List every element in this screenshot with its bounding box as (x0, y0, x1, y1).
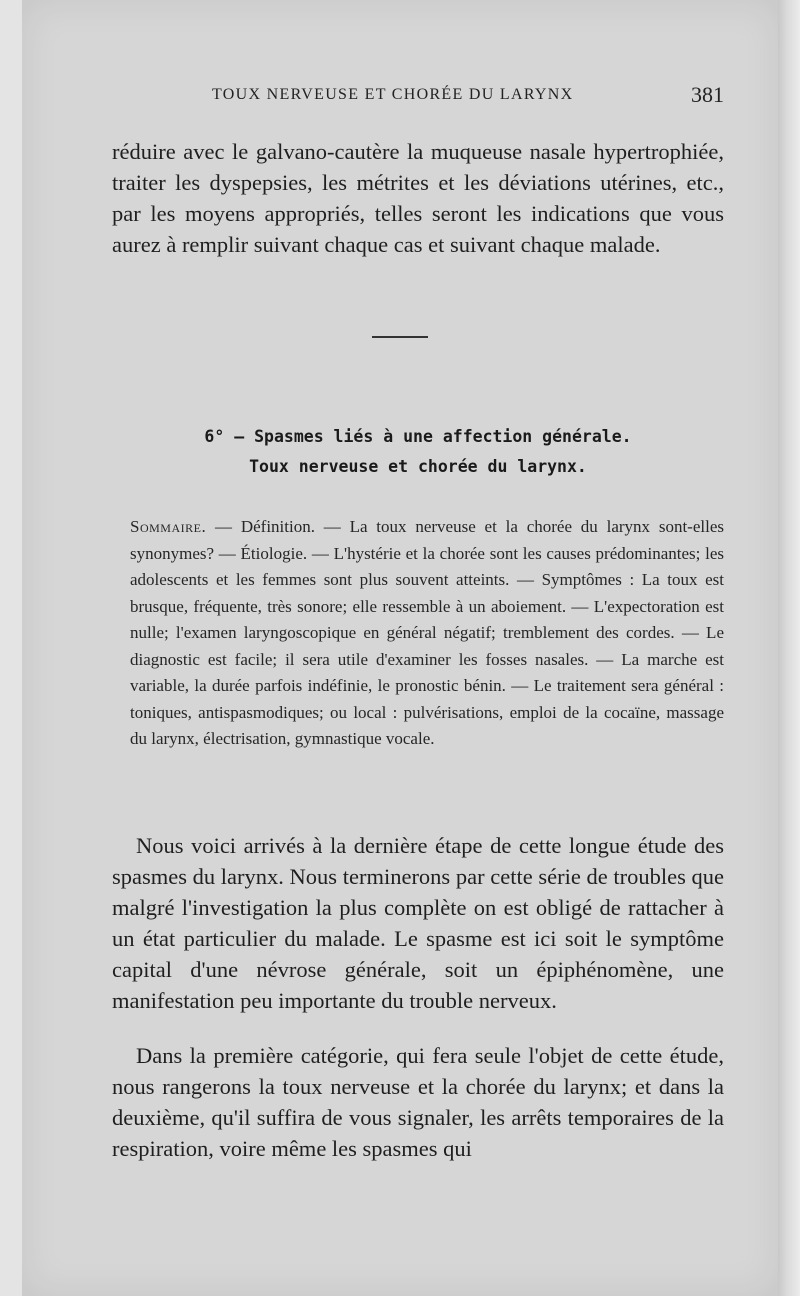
section-divider (372, 336, 428, 338)
paragraph-opening: réduire avec le galvano-cautère la muqueuse nasale hypertrophiée, traiter les dyspepsies, les métrites et les déviations utérines, etc., par les moyens appropriés, telles seront les indications que vous aurez à remplir suivant chaque cas et suivant chaque malade. (112, 139, 724, 257)
summary-label: Sommaire. (130, 517, 207, 536)
section-heading (112, 422, 724, 482)
page-number: 381 (691, 82, 724, 107)
running-header (112, 82, 724, 110)
summary-text: — Définition. — La toux nerveuse et la chorée du larynx sont-elles synonymes? — Étiologie. — L'hystérie et la chorée sont les causes prédominantes; les adolescents et les femmes sont plus souvent atteints. — Symptômes : La toux est brusque, fréquente, très sonore; elle ressemble à un aboiement. — L'expectoration est nulle; l'examen laryngoscopique en général négatif; tremblement des cordes. — Le diagnostic est facile; il sera utile d'examiner les fosses nasales. — La marche est variable, la durée parfois indéfinie, le pronostic bénin. — Le traitement sera général : toniques, antispasmodiques; ou local : pulvérisations, emploi de la cocaïne, massage du larynx, électrisation, gymnastique vocale. (130, 517, 724, 748)
paragraph-categories: Dans la première catégorie, qui fera seule l'objet de cette étude, nous rangerons la toux nerveuse et la chorée du larynx; et dans la deuxième, qu'il suffira de vous signaler, les arrêts temporaires de la respiration, voire même les spasmes qui (112, 1043, 724, 1161)
paragraph-intro: Nous voici arrivés à la dernière étape de cette longue étude des spasmes du larynx. Nous terminerons par cette série de troubles que malgré l'investigation la plus complète on est obligé de rattacher à un état particulier du malade. Le spasme est ici soit le symptôme capital d'une névrose générale, soit un épiphénomène, une manifestation peu importante du trouble nerveux. (112, 833, 724, 1013)
section-heading-line2: Toux nerveuse et chorée du larynx. (249, 457, 587, 476)
running-title: TOUX NERVEUSE ET CHORÉE DU LARYNX (212, 86, 574, 103)
chapter-summary (130, 514, 724, 753)
section-heading-line1: 6° — Spasmes liés à une affection générale. (204, 427, 632, 446)
page-binding-edge (778, 0, 800, 1296)
